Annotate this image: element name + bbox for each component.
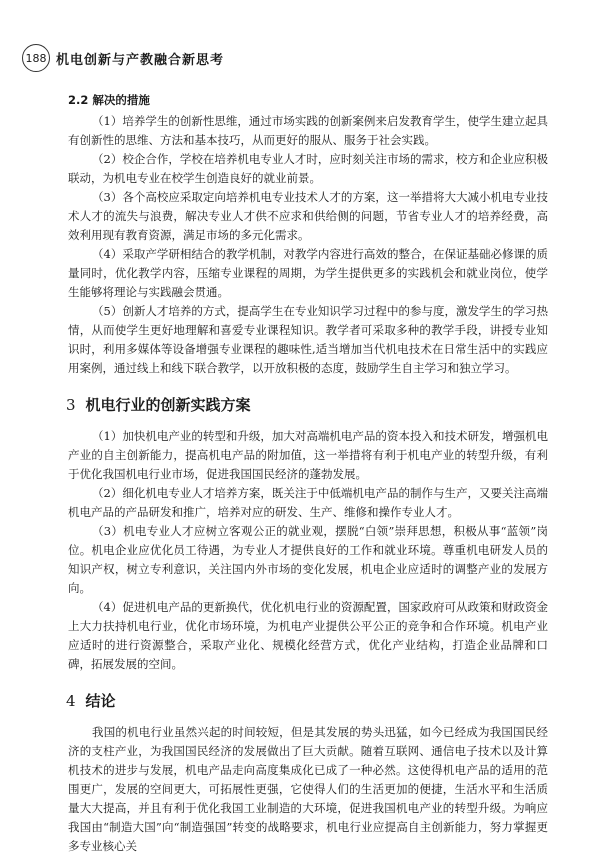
paragraph: 我国的机电行业虽然兴起的时间较短，但是其发展的势头迅猛，如今已经成为我国国民经济的支柱产业，为我国国民经济的发展做出了巨大贡献。随着互联网、通信电子技术以及计算机技术的进步与发展，机电产品走向高度集成化已成了一种必然。这使得机电产品的适用的范围更广，发展的空间更大，可拓展性更强，它使得人们的生活更加的便捷，生活水平和生活质量大大提高，并且有利于优化我国工业制造的大环境，促进我国机电产业的转型升级。为响应我国由“制造大国”向“制造强国”转变的战略要求，机电行业应提高自主创新能力，努力掌握更多专业核心关: [68, 725, 548, 853]
subsection-heading: 2.2 解决的措施: [68, 93, 150, 107]
paragraph: （4）采取产学研相结合的教学机制，对教学内容进行高效的整合，在保证基础必修课的质量同时，优化教学内容，压缩专业课程的周期，为学生提供更多的实践机会和就业岗位，使学生能够将理论与实践融会贯通。: [68, 247, 548, 299]
paragraph: （1）培养学生的创新性思维，通过市场实践的创新案例来启发教育学生，使学生建立起具有创新性的思维、方法和基本技巧，从而更好的服从、服务于社会实践。: [68, 114, 548, 147]
paragraph: （1）加快机电产业的转型和升级，加大对高端机电产品的资本投入和技术研发，增强机电产业的自主创新能力，提高机电产品的附加值，这一举措将有利于机电产业的转型升级，有利于优化我国机电行业市场，促进我国国民经济的蓬勃发展。: [68, 429, 548, 481]
page-number: 188: [22, 44, 50, 72]
section-heading: [66, 690, 548, 711]
paragraph: （5）创新人才培养的方式，提高学生在专业知识学习过程中的参与度，激发学生的学习热情，从而使学生更好地理解和喜爱专业课程知识。教学者可采取多种的教学手段，讲授专业知识时，利用多媒体等设备增强专业课程的趣味性,适当增加当代机电技术在日常生活中的实践应用案例，通过线上和线下联合教学，以开放积极的态度，鼓励学生自主学习和独立学习。: [68, 304, 548, 375]
paragraph: （3）机电专业人才应树立客观公正的就业观，摆脱“白领”崇拜思想，积极从事“蓝领”岗位。机电企业应优化员工待遇，为专业人才提供良好的工作和就业环境。尊重机电研发人员的知识产权，树立专利意识，关注国内外市场的变化发展，机电企业应适时的调整产业的发展方向。: [68, 524, 548, 595]
section-number: 3: [66, 396, 76, 414]
body-text: [68, 92, 548, 856]
section-title: 机电行业的创新实践方案: [85, 396, 251, 414]
section-title: 结论: [85, 692, 116, 710]
running-title: 机电创新与产教融合新思考: [56, 53, 225, 68]
section-number: 4: [66, 692, 76, 710]
paragraph: （2）校企合作，学校在培养机电专业人才时，应时刻关注市场的需求，校方和企业应积极联动，为机电专业在校学生创造良好的就业前景。: [68, 152, 548, 185]
paragraph: （2）细化机电专业人才培养方案，既关注于中低端机电产品的制作与生产，又要关注高端机电产品的产品研发和推广，培养对应的研发、生产、维修和操作专业人才。: [68, 486, 548, 519]
paragraph: （4）促进机电产品的更新换代，优化机电行业的资源配置，国家政府可从政策和财政资金上大力扶持机电行业，优化市场环境，为机电产业提供公平公正的竞争和合作环境。机电产业应适时的进行资源整合，采取产业化、规模化经营方式，优化产业结构，打造企业品牌和口碑，拓展发展的空间。: [68, 600, 548, 671]
page-header: [22, 44, 582, 72]
paragraph: （3）各个高校应采取定向培养机电专业技术人才的方案，这一举措将大大减小机电专业技术人才的流失与浪费，解决专业人才供不应求和供给侧的问题，节省专业人才的培养经费，高效利用现有教育资源，满足市场的多元化需求。: [68, 190, 548, 242]
section-heading: [66, 394, 548, 415]
